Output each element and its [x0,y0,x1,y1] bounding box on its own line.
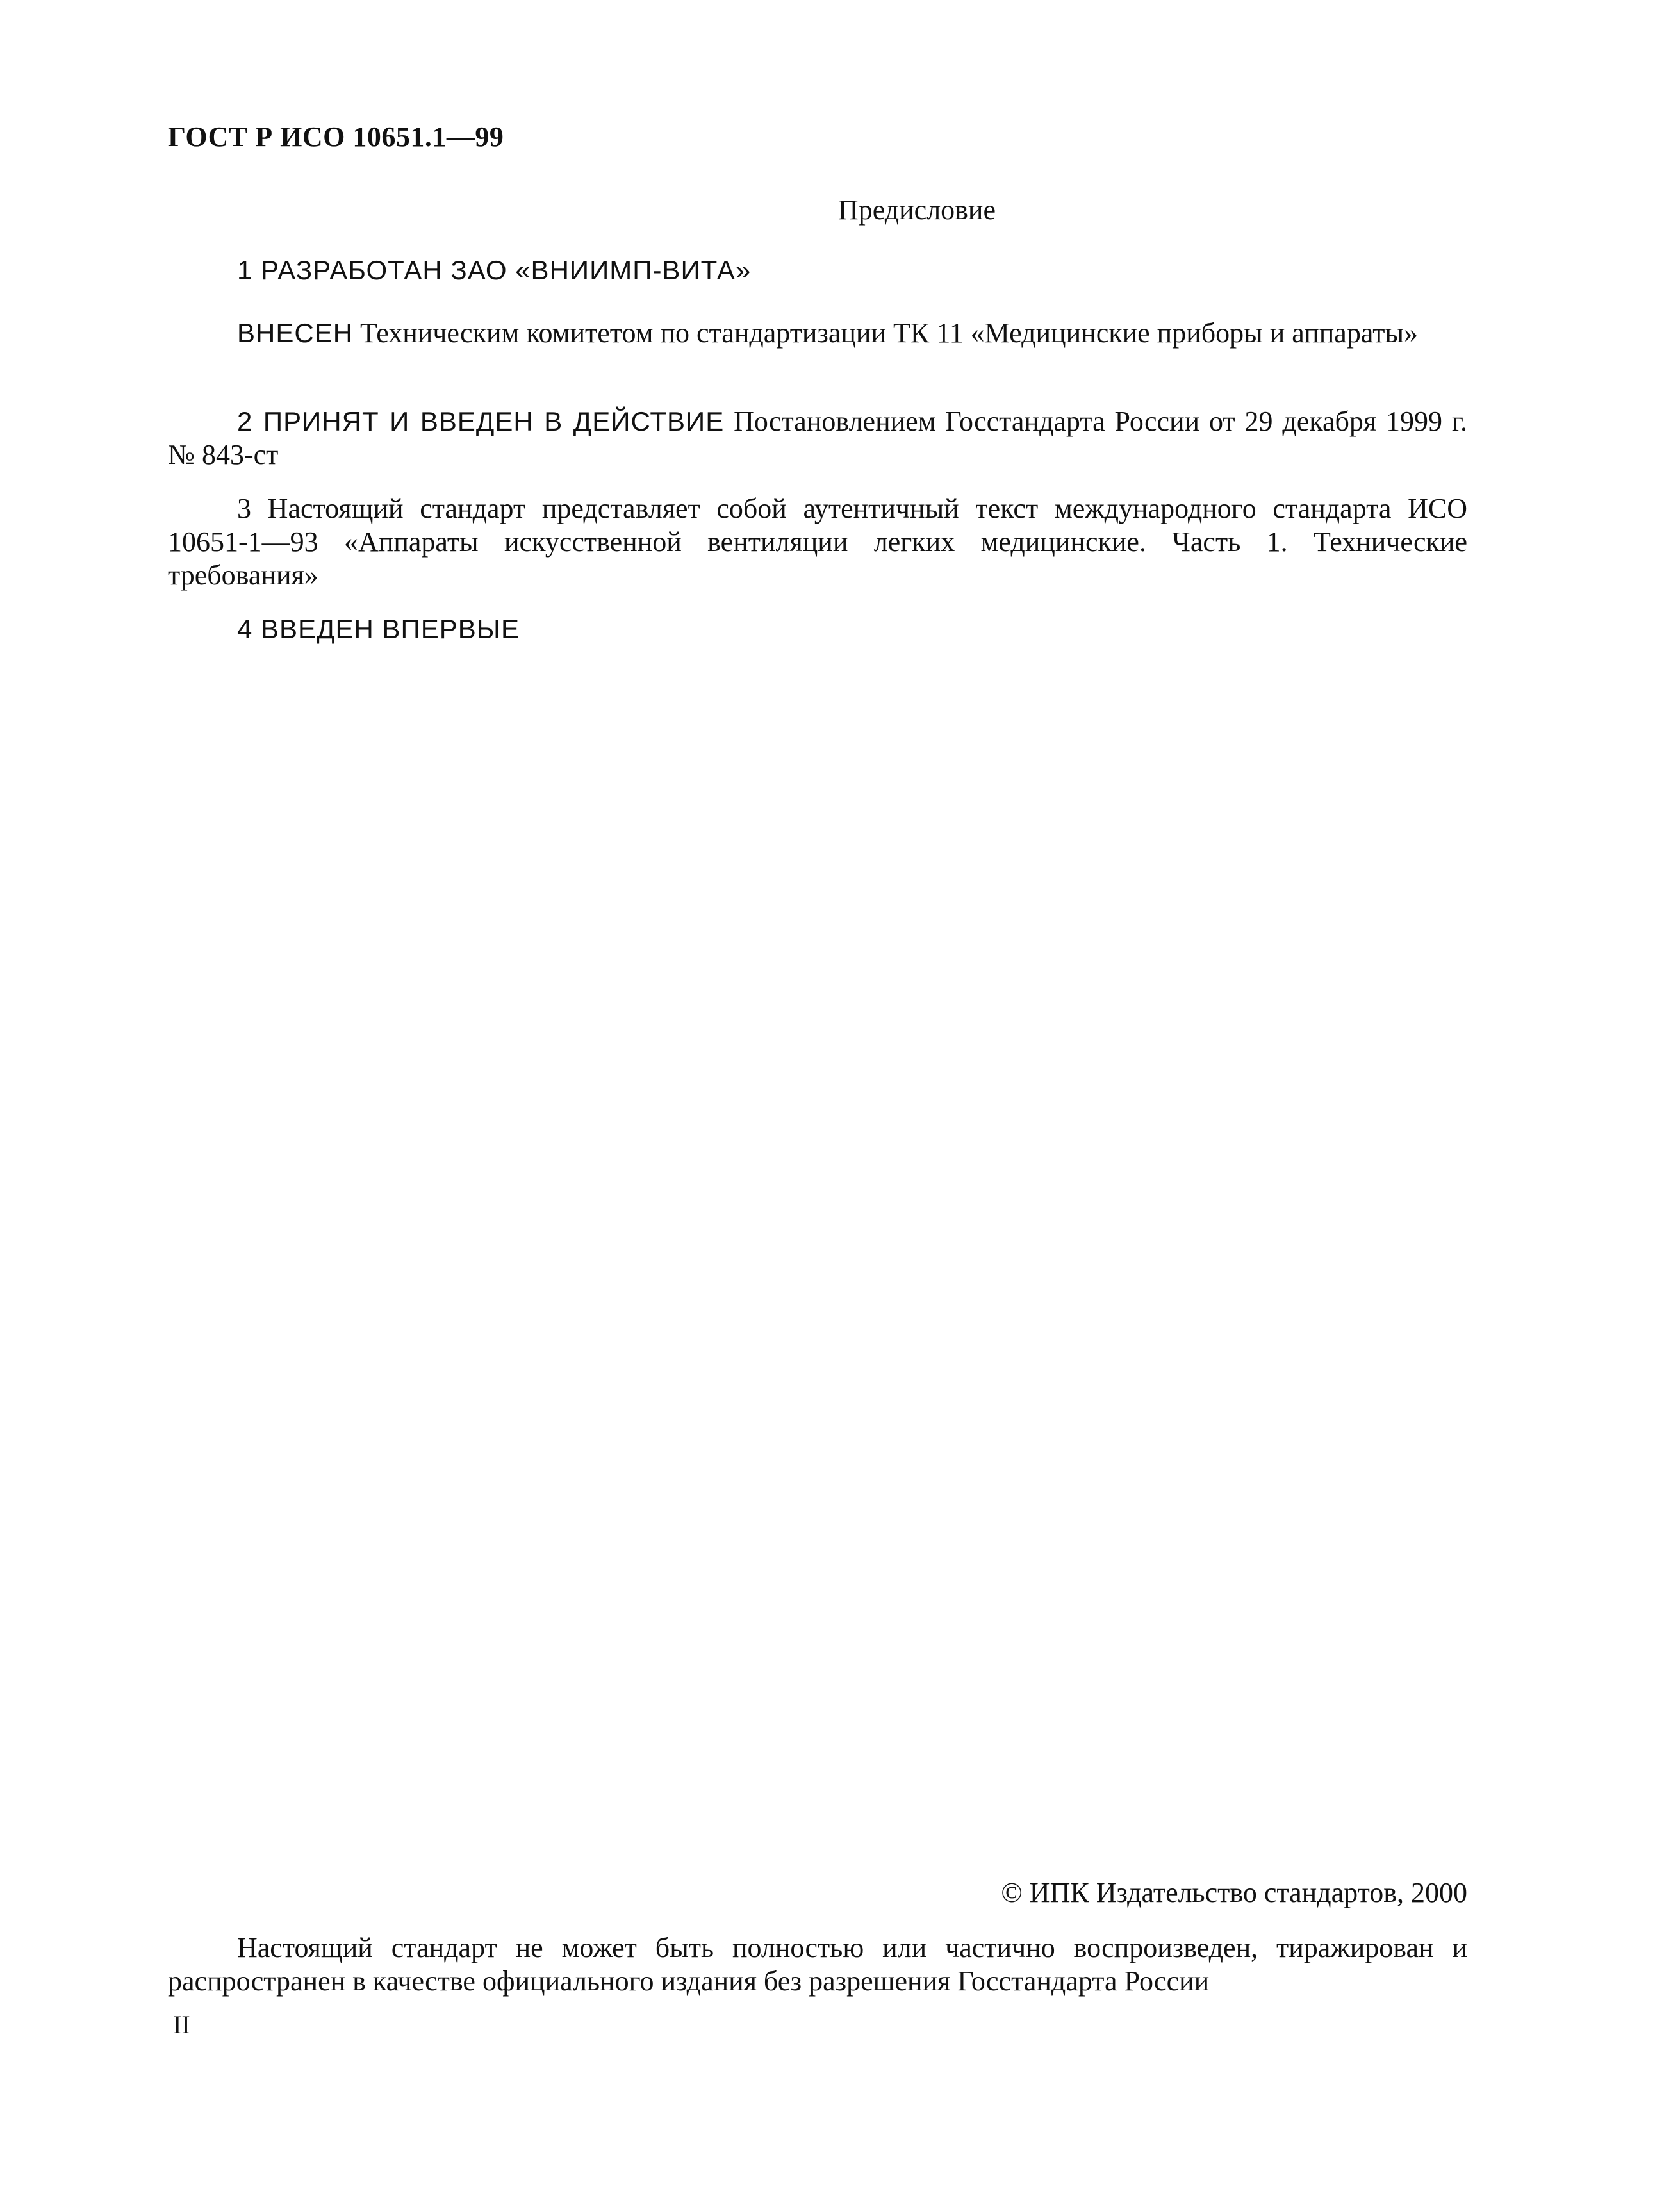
foreword-item-1b [168,317,1467,350]
item-1b-caps: ВНЕСЕН [237,318,354,348]
foreword-item-1 [168,254,1467,287]
foreword-item-4 [168,613,1467,646]
item-2-text: Постановлением Госстандарта России от 29 декабря 1999 г. № 843-ст [168,406,1467,470]
item-1-caps: 1 РАЗРАБОТАН ЗАО «ВНИИМП-ВИТА» [237,255,752,285]
page-number: II [173,2010,190,2039]
foreword-item-2 [168,405,1467,472]
item-2-caps: 2 ПРИНЯТ И ВВЕДЕН В ДЕЙСТВИЕ [237,406,725,436]
foreword-title: Предисловие [838,194,996,226]
foreword-item-3 [168,492,1467,592]
item-1b-text: Техническим комитетом по стандартизации ТК 11 «Медицинские приборы и аппараты» [353,317,1419,349]
item-4-caps: 4 ВВЕДЕН ВПЕРВЫЕ [237,614,520,644]
reproduction-notice [168,1931,1467,1998]
standard-code: ГОСТ Р ИСО 10651.1—99 [168,121,504,153]
item-3-text: 3 Настоящий стандарт представляет собой аутентичный текст международного стандарта ИСО 10651-1—93 «Аппараты искусственной вентиляции легких медицинские. Часть 1. Технические требования» [168,493,1467,591]
notice-text: Настоящий стандарт не может быть полностью или частично воспроизведен, тиражирован и распространен в качестве официального издания без разрешения Госстандарта России [168,1932,1467,1997]
copyright-line: © ИПК Издательство стандартов, 2000 [1001,1877,1467,1908]
